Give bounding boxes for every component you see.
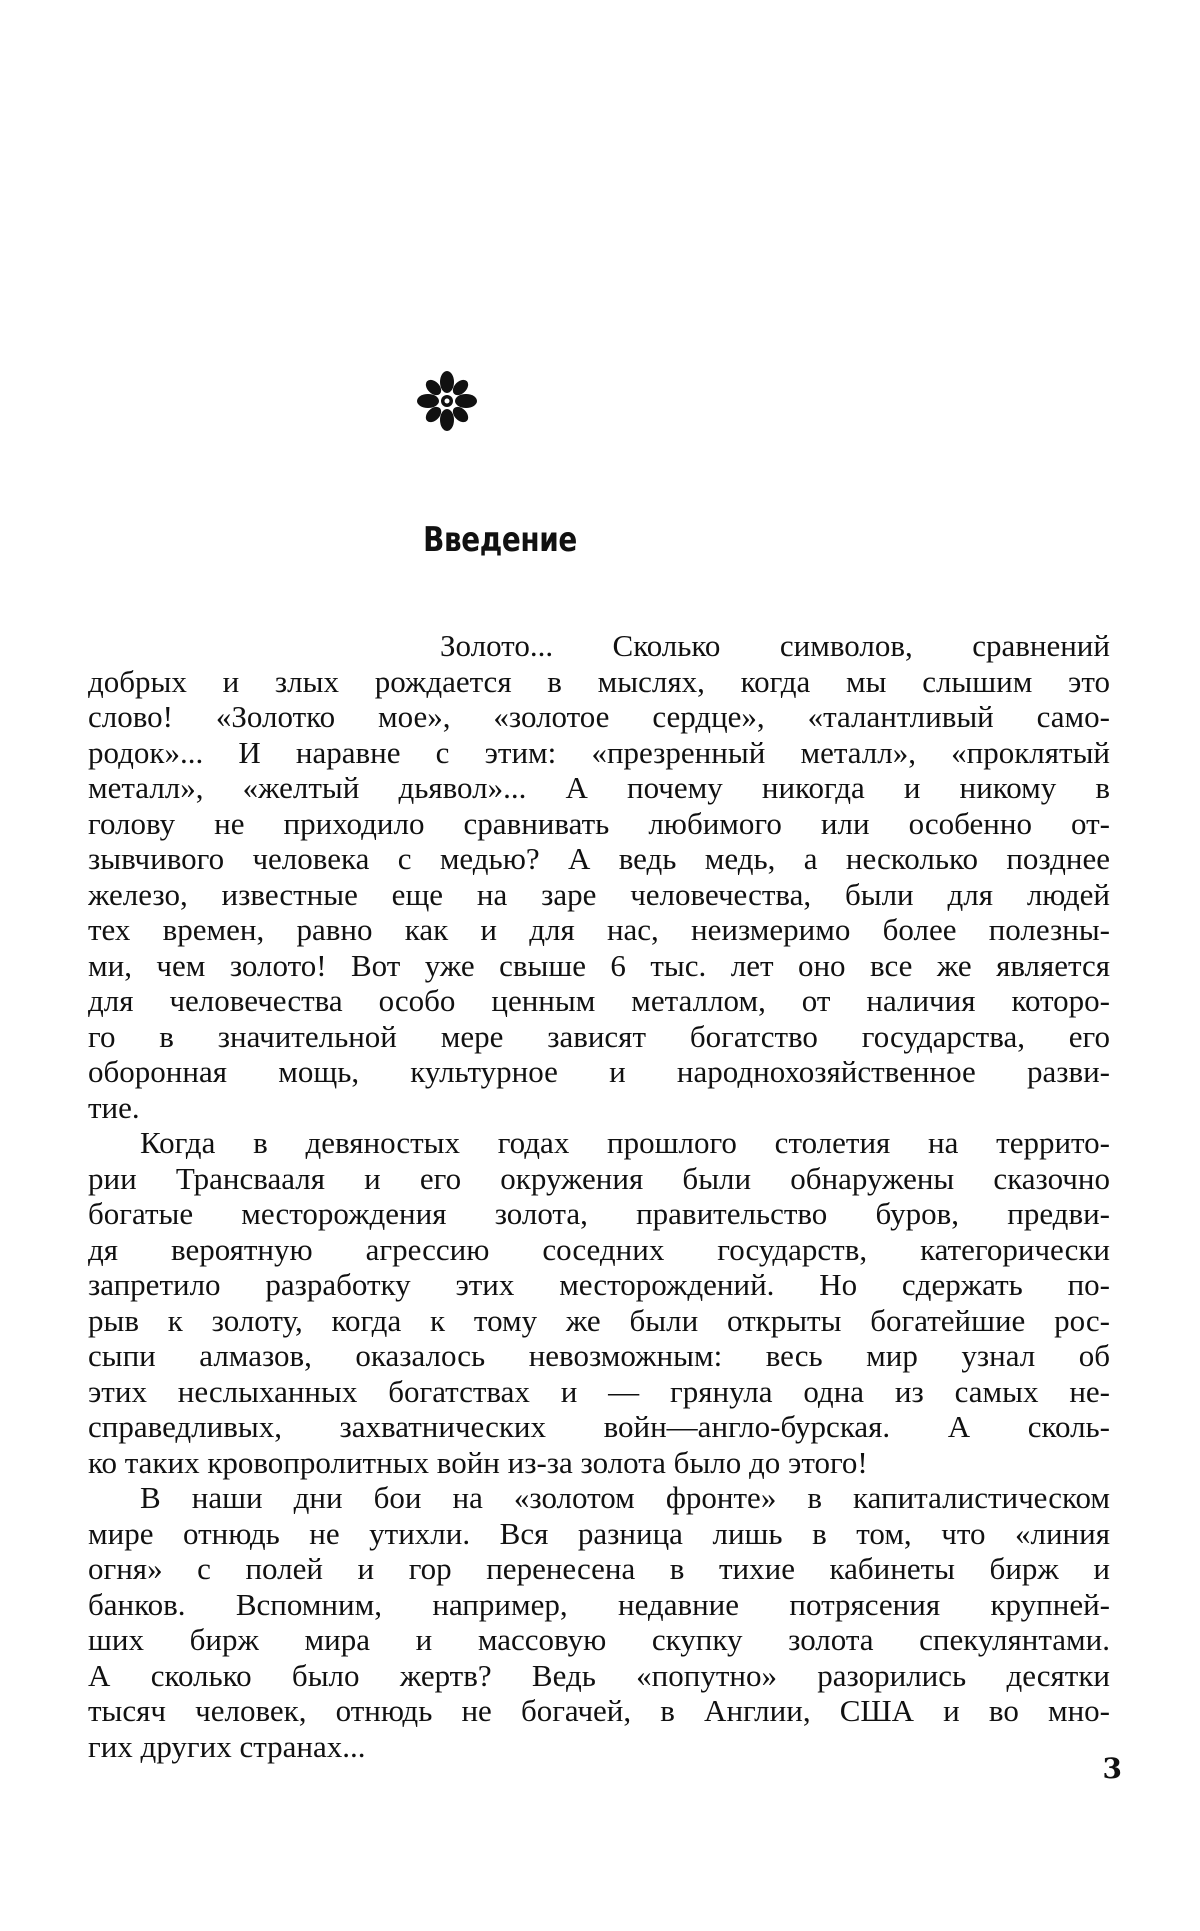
text-line: для человечества особо ценным металлом, от наличия которо- xyxy=(88,983,1110,1018)
text-line: справедливых, захватнических войн—англо-бурская. А сколь- xyxy=(88,1409,1110,1444)
paragraph-1 xyxy=(88,628,1110,1125)
text-line: банков. Вспомним, например, недавние потрясения крупней- xyxy=(88,1586,1110,1622)
text-line: металл», «желтый дьявол»... А почему никогда и никому в xyxy=(88,770,1110,805)
text-line: гих других странах... xyxy=(88,1728,366,1764)
text-line: мире отнюдь не утихли. Вся разница лишь в том, что «линия xyxy=(88,1515,1110,1551)
text-line: А сколько было жертв? Ведь «попутно» разорились десятки xyxy=(88,1657,1110,1693)
text-line: тие. xyxy=(88,1089,140,1125)
text-line: Золото... Сколько символов, сравнений xyxy=(440,628,1110,663)
text-line: огня» с полей и гор перенесена в тихие кабинеты бирж и xyxy=(88,1551,1110,1586)
text-line: ших бирж мира и массовую скупку золота спекулянтами. xyxy=(88,1622,1110,1657)
chapter-title: Введение xyxy=(423,520,577,560)
paragraph-3 xyxy=(88,1480,1110,1764)
text-line: добрых и злых рождается в мыслях, когда мы слышим это xyxy=(88,663,1110,699)
text-line: В наши дни бои на «золотом фронте» в капиталистическом xyxy=(140,1480,1110,1515)
text-line: оборонная мощь, культурное и народнохозяйственное разви- xyxy=(88,1054,1110,1089)
text-line: рыв к золоту, когда к тому же были открыты богатейшие рос- xyxy=(88,1302,1110,1338)
paragraph-2 xyxy=(88,1125,1110,1480)
text-line: железо, известные еще на заре человечества, были для людей xyxy=(88,876,1110,912)
text-line: запретило разработку этих месторождений. Но сдержать по- xyxy=(88,1267,1110,1302)
text-line: родок»... И наравне с этим: «презренный металл», «проклятый xyxy=(88,734,1110,770)
text-line: сыпи алмазов, оказалось невозможным: весь мир узнал об xyxy=(88,1338,1110,1373)
text-line: ми, чем золото! Вот уже свыше 6 тыс. лет оно все же является xyxy=(88,947,1110,983)
body-text xyxy=(88,628,1110,1764)
text-line: тысяч человек, отнюдь не богачей, в Англии, США и во мно- xyxy=(88,1693,1110,1728)
text-line: тех времен, равно как и для нас, неизмеримо более полезны- xyxy=(88,912,1110,947)
text-line: рии Трансвааля и его окружения были обнаружены сказочно xyxy=(88,1160,1110,1196)
text-line: богатые месторождения золота, правительство буров, предви- xyxy=(88,1196,1110,1231)
text-line: ко таких кровопролитных войн из-за золота было до этого! xyxy=(88,1444,868,1480)
text-line: этих неслыханных богатствах и — грянула одна из самых не- xyxy=(88,1373,1110,1409)
flower-ornament-icon xyxy=(412,366,482,436)
text-line: дя вероятную агрессию соседних государств, категорически xyxy=(88,1231,1110,1267)
text-line: Когда в девяностых годах прошлого столетия на террито- xyxy=(140,1125,1110,1160)
page-number: 3 xyxy=(1102,1752,1122,1785)
text-line: голову не приходило сравнивать любимого или особенно от- xyxy=(88,805,1110,841)
text-line: зывчивого человека с медью? А ведь медь, а несколько позднее xyxy=(88,841,1110,876)
text-line: го в значительной мере зависят богатство государства, его xyxy=(88,1018,1110,1054)
text-line: слово! «Золотко мое», «золотое сердце», «талантливый само- xyxy=(88,699,1110,734)
